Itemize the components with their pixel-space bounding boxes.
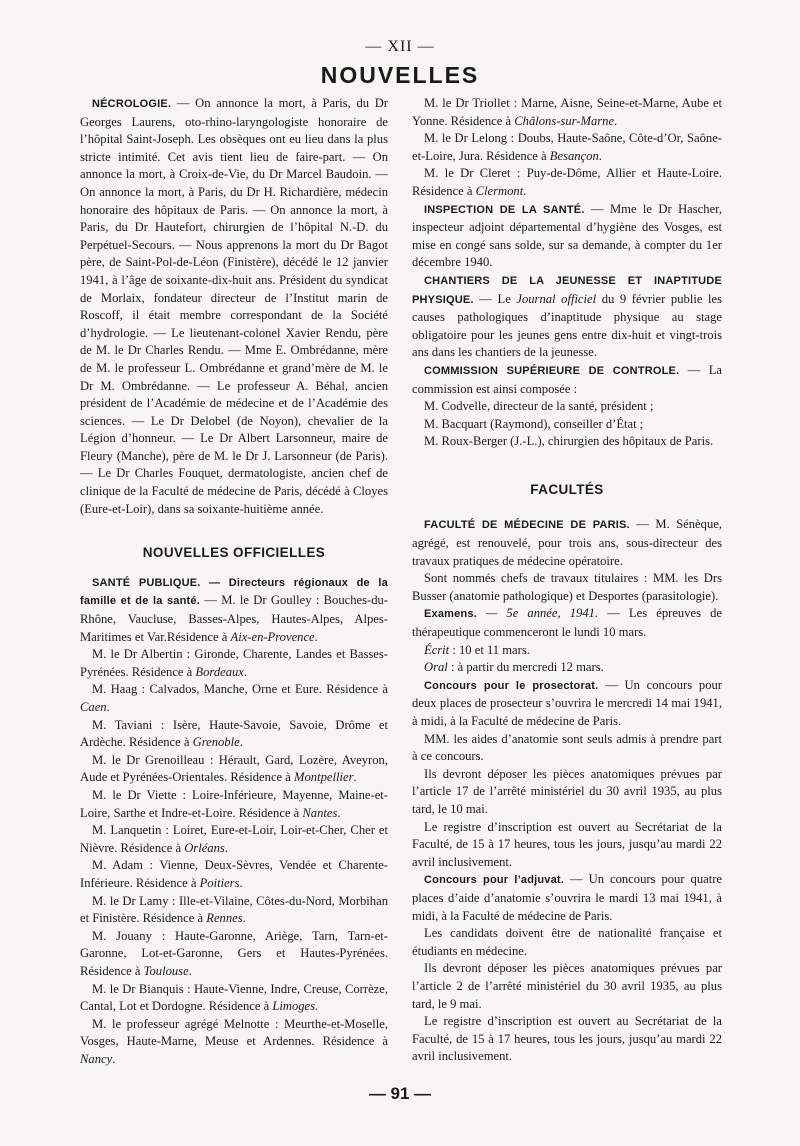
examens-label: Examens. [424,608,477,621]
director-entry: M. Taviani : Isère, Haute-Savoie, Savoie, Drôme et Ardèche. Résidence à Grenoble. [80,717,388,750]
prosectorat-label: Concours pour le prosectorat. [424,679,599,692]
commission-member: M. Bacquart (Raymond), conseiller d’État ; [424,416,644,431]
necrologie-label: NÉCROLOGIE. [92,98,172,110]
commission-paragraph: COMMISSION SUPÉRIEURE DE CONTROLE. — La commission est ainsi composée : [412,362,722,396]
sante-paragraph [80,574,388,646]
page-footer-number: — 91 — [368,1084,432,1103]
commission-member: M. Roux-Berger (J.-L.), chirurgien des hôpitaux de Paris. [424,434,714,449]
director-entry: M. le Dr Albertin : Gironde, Charente, Landes et Basses-Pyrénées. Résidence à Bordeaux. [80,647,388,679]
left-column [80,95,388,1068]
sante-label: SANTÉ PUBLIQUE. — Directeurs régionaux de la famille et de la santé. [80,576,388,608]
sante-res-suffix: . [314,629,318,644]
ecrit-line: Écrit : 10 et 11 mars. [424,642,530,657]
director-entry: M. Lanquetin : Loiret, Eure-et-Loir, Loir-et-Cher, Cher et Nièvre. Résidence à Orléans. [80,823,388,855]
adjuvat-paragraph: Concours pour l’adjuvat. — Un concours pour quatre places d’aide d’anatomie s’ouvrira le mardi 13 mai 1941, à midi, à la Faculté de médecine de Paris. [412,872,722,923]
sante-text: — M. le Dr Goulley : Bouches-du-Rhône, Vaucluse, Basses-Alpes, Hautes-Alpes, Alpes-Maritimes et Var. [80,593,388,644]
inspection-paragraph: INSPECTION DE LA SANTÉ. — Mme le Dr Hascher, inspecteur adjoint départemental d’hygiène des Vosges, est mise en congé sans solde, sur sa demande, à compter du 1er décembre 1940. [412,201,722,270]
adjuvat-p3: Ils devront déposer les pièces anatomiques prévues par l’article 2 de l’arrêté ministériel du 30 avril 1935, au plus tard, le 9 mai. [412,961,722,1011]
oral-line: Oral : à partir du mercredi 12 mars. [424,660,604,675]
director-entry: M. le Dr Bianquis : Haute-Vienne, Indre, Creuse, Corrèze, Cantal, Lot et Dordogne. Résidence à Limoges. [80,981,388,1014]
examens-paragraph: Examens. — 5e année, 1941. — Les épreuves de thérapeutique commenceront le lundi 10 mars. [412,606,722,640]
chefs-paragraph: Sont nommés chefs de travaux titulaires : MM. les Drs Busser (anatomie pathologique) et Desportes (parasitologie). [412,571,722,603]
director-entry: M. le Dr Viette : Loire-Inférieure, Mayenne, Maine-et-Loire, Sarthe et Indre-et-Loire. Résidence à Nantes. [80,787,388,820]
right-column [412,95,722,1066]
facultes-heading: FACULTÉS [530,481,604,497]
director-entry: M. le Dr Lelong : Doubs, Haute-Saône, Côte-d’Or, Saône-et-Loire, Jura. Résidence à Besançon. [412,131,722,163]
commission-label: COMMISSION SUPÉRIEURE DE CONTROLE. [424,364,680,377]
prosectorat-p2: MM. les aides d’anatomie sont seuls admis à prendre part à ce concours. [412,731,722,764]
officielles-heading: NOUVELLES OFFICIELLES [142,545,326,561]
page-title: NOUVELLES [320,62,480,88]
prosectorat-paragraph: Concours pour le prosectorat. — Un concours pour deux places de prosecteur s’ouvrira le mercredi 14 mai 1941, à midi, à la Faculté de médecine de Paris. [412,677,722,728]
faculte-label: FACULTÉ DE MÉDECINE DE PARIS. [424,519,630,532]
director-entry: M. le Dr Cleret : Puy-de-Dôme, Allier et Haute-Loire. Résidence à Clermont. [412,166,722,198]
prosectorat-p3: Ils devront déposer les pièces anatomiques prévues par l’article 17 de l’arrêté ministériel du 30 avril 1935, au plus tard, le 10 mai. [412,766,722,816]
commission-member: M. Codvelle, directeur de la santé, président ; [424,399,654,414]
faculte-paragraph: FACULTÉ DE MÉDECINE DE PARIS. — M. Sénèque, agrégé, est renouvelé, pour trois ans, sous-directeur des travaux pratiques de médecine opératoire. [412,517,722,568]
page-header-number: — XII — [365,38,435,55]
director-entry: M. le Dr Grenoilleau : Hérault, Gard, Lozère, Aveyron, Aude et Pyrénées-Orientales. Résidence à Montpellier. [80,752,388,785]
adjuvat-p4: Le registre d’inscription est ouvert au Secrétariat de la Faculté, de 15 à 17 heures, tous les jours, jusqu’au mardi 22 avril inclusivement. [412,1014,722,1064]
director-entry: M. le professeur agrégé Melnotte : Meurthe-et-Moselle, Vosges, Haute-Marne, Meuse et Ardennes. Résidence à Nancy. [80,1016,388,1066]
director-entry: M. le Dr Triollet : Marne, Aisne, Seine-et-Marne, Aube et Yonne. Résidence à Châlons-sur-Marne. [412,96,722,128]
prosectorat-p4: Le registre d’inscription est ouvert au Secrétariat de la Faculté, de 15 à 17 heures, tous les jours, jusqu’au mardi 22 avril inclusivement. [412,819,722,869]
director-entry: M. Adam : Vienne, Deux-Sèvres, Vendée et Charente-Inférieure. Résidence à Poitiers. [80,858,388,890]
necrologie-text: — On annonce la mort, à Paris, du Dr Georges Laurens, oto-rhino-laryngologiste honoraire de l’hôpital Saint-Joseph. Les obsèques ont eu lieu dans la plus stricte intimité. Cet avis tient lieu de faire-part. — On annonce la mort, à Croix-de-Vie, du Dr Marcel Baudoin. — On annonce la mort, à Paris, du Dr H. Richardière, médecin honoraire des hôpitaux de Paris. — On annonce la mort, à Paris, du Dr Hautefort, chirurgien de l’hôpital N.-D. du Perpétuel-Secours. — Nous apprenons la mort du Dr Bagot père, de Saint-Pol-de-Léon (Finistère), décédé le 12 janvier 1941, à l’âge de soixante-dix-huit ans. Président du syndicat de Morlaix, fondateur directeur de l’Institut marin de Roscoff, il était membre correspondant de la Société d’hydrologie. — Le lieutenant-colonel Xavier Rendu, père de M. le Dr Charles Rendu. — Mme E. Ombrédanne, mère de M. le professeur L. Ombrédanne et grand’mère de M. le Dr M. Ombrédanne. — Le professeur A. Béhal, ancien président de l’Académie de médecine et de l’Académie des sciences. — Le Dr Delobel (de Noyon), chevalier de la Légion d’honneur. — Le Dr Albert Larsonneur, maire de Fleury (Manche), père de M. le Dr J. Larsonneur (de Paris). — Le Dr Charles Fouquet, dermatologiste, ancien chef de clinique de la Faculté de médecine de Paris, décédé à Cloyes (Eure-et-Loir), dans sa soixante-huitième année. [80,96,388,516]
inspection-label: INSPECTION DE LA SANTÉ. [424,203,585,216]
director-entry: M. le Dr Lamy : Ille-et-Vilaine, Côtes-du-Nord, Morbihan et Finistère. Résidence à Rennes. [80,893,388,926]
necrologie-paragraph [80,95,388,518]
sante-res-prefix: Résidence à [166,629,231,644]
sante-res-city: Aix-en-Provence [230,629,315,644]
director-entry: M. Haag : Calvados, Manche, Orne et Eure. Résidence à Caen. [80,682,388,714]
adjuvat-label: Concours pour l’adjuvat. [424,874,565,887]
adjuvat-p2: Les candidats doivent être de nationalité française et étudiants en médecine. [412,926,722,958]
chantiers-paragraph: CHANTIERS DE LA JEUNESSE ET INAPTITUDE PHYSIQUE. — Le Journal officiel du 9 février publie les causes pathologiques d’inaptitude physique au stage obligatoire pour les jeunes gens entre dix-huit et vingt-trois ans dans les chantiers de la jeunesse. [412,274,722,360]
director-entry: M. Jouany : Haute-Garonne, Ariège, Tarn, Tarn-et-Garonne, Lot-et-Garonne, Gers et Hautes-Pyrénées. Résidence à Toulouse. [80,928,388,978]
chantiers-label: CHANTIERS DE LA JEUNESSE ET INAPTITUDE PHYSIQUE. [412,274,722,306]
